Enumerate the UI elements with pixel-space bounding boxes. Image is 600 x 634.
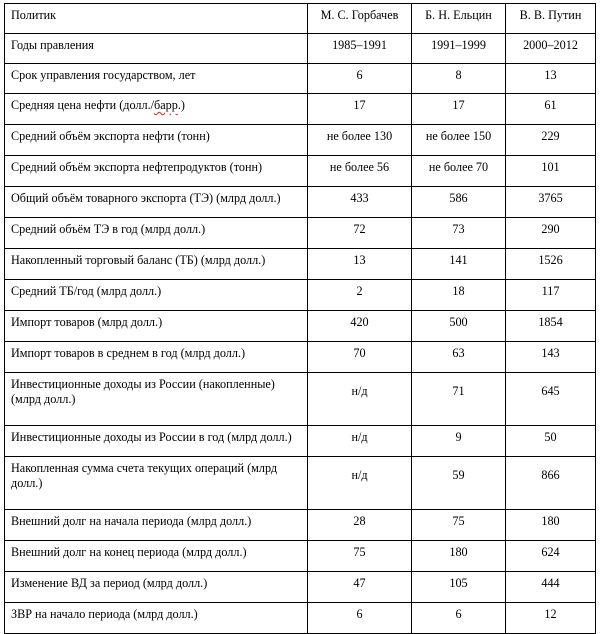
cell-gorbachev: 47 [308, 572, 412, 603]
cell-yeltsin: 17 [412, 94, 506, 125]
cell-putin: 229 [506, 125, 596, 156]
row-label-tail: .) [177, 98, 185, 112]
header-label-cell: Политик [5, 4, 308, 34]
row-label: Годы правления [5, 34, 308, 64]
cell-gorbachev: 433 [308, 187, 412, 218]
cell-yeltsin: 75 [412, 510, 506, 541]
row-label: ЗВР на начало периода (млрд долл.) [5, 603, 308, 634]
row-label: Изменение ВД за период (млрд долл.) [5, 572, 308, 603]
row-label-main: Средняя цена нефти (долл./ [11, 98, 155, 112]
cell-yeltsin: 8 [412, 64, 506, 94]
cell-putin: 3765 [506, 187, 596, 218]
table-row [5, 125, 596, 156]
document-page [4, 3, 595, 621]
spellcheck-flagged-word: барр [154, 98, 178, 112]
cell-yeltsin: 18 [412, 280, 506, 311]
cell-yeltsin: 105 [412, 572, 506, 603]
row-label: Средний ТБ/год (млрд долл.) [5, 280, 308, 311]
cell-gorbachev: 6 [308, 64, 412, 94]
cell-putin: 1854 [506, 311, 596, 342]
table-row [5, 156, 596, 187]
table-header-row [5, 4, 596, 34]
table-row [5, 64, 596, 94]
cell-putin: 444 [506, 572, 596, 603]
table-row [5, 541, 596, 572]
row-label: Срок управления государством, лет [5, 64, 308, 94]
cell-gorbachev: 72 [308, 218, 412, 249]
table-row [5, 510, 596, 541]
row-label [5, 457, 308, 510]
cell-gorbachev: н/д [308, 426, 412, 457]
row-label-line2: (млрд долл.) [11, 392, 76, 406]
row-label-line1: Инвестиционные доходы из России (накопленные) [11, 377, 275, 391]
cell-gorbachev: 420 [308, 311, 412, 342]
cell-putin: 143 [506, 342, 596, 373]
row-label: Средний объём ТЭ в год (млрд долл.) [5, 218, 308, 249]
table-row [5, 94, 596, 125]
cell-gorbachev: н/д [308, 457, 412, 510]
cell-yeltsin: 73 [412, 218, 506, 249]
cell-yeltsin: 59 [412, 457, 506, 510]
cell-yeltsin: не более 150 [412, 125, 506, 156]
row-label [5, 94, 308, 125]
row-label: Импорт товаров в среднем в год (млрд долл.) [5, 342, 308, 373]
table-row [5, 426, 596, 457]
cell-yeltsin: 141 [412, 249, 506, 280]
table-row [5, 457, 596, 510]
cell-putin: 290 [506, 218, 596, 249]
row-label: Средний объём экспорта нефтепродуктов (тонн) [5, 156, 308, 187]
table-row [5, 572, 596, 603]
row-label: Накопленный торговый баланс (ТБ) (млрд долл.) [5, 249, 308, 280]
cell-gorbachev: 17 [308, 94, 412, 125]
cell-putin: 12 [506, 603, 596, 634]
cell-putin: 180 [506, 510, 596, 541]
row-label: Средний объём экспорта нефти (тонн) [5, 125, 308, 156]
cell-yeltsin: 1991–1999 [412, 34, 506, 64]
table-row [5, 603, 596, 634]
cell-yeltsin: 500 [412, 311, 506, 342]
table-row [5, 342, 596, 373]
table-row [5, 218, 596, 249]
row-label: Внешний долг на конец периода (млрд долл.) [5, 541, 308, 572]
cell-yeltsin: 63 [412, 342, 506, 373]
header-putin-cell: В. В. Путин [506, 4, 596, 34]
cell-yeltsin: 9 [412, 426, 506, 457]
row-label: Импорт товаров (млрд долл.) [5, 311, 308, 342]
cell-gorbachev: не более 130 [308, 125, 412, 156]
row-label: Инвестиционные доходы из России в год (млрд долл.) [5, 426, 308, 457]
table-row [5, 280, 596, 311]
cell-putin: 13 [506, 64, 596, 94]
cell-gorbachev: не более 56 [308, 156, 412, 187]
cell-putin: 101 [506, 156, 596, 187]
cell-gorbachev: 2 [308, 280, 412, 311]
row-label-line2: долл.) [11, 476, 43, 490]
cell-putin: 645 [506, 373, 596, 426]
table-row [5, 311, 596, 342]
cell-yeltsin: не более 70 [412, 156, 506, 187]
cell-yeltsin: 586 [412, 187, 506, 218]
cell-putin: 50 [506, 426, 596, 457]
cell-putin: 61 [506, 94, 596, 125]
cell-putin: 624 [506, 541, 596, 572]
table-row [5, 373, 596, 426]
cell-yeltsin: 71 [412, 373, 506, 426]
cell-putin: 1526 [506, 249, 596, 280]
row-label: Внешний долг на начала периода (млрд долл.) [5, 510, 308, 541]
cell-gorbachev: 28 [308, 510, 412, 541]
cell-yeltsin: 6 [412, 603, 506, 634]
cell-yeltsin: 180 [412, 541, 506, 572]
comparison-table [4, 3, 596, 634]
row-label-line1: Накопленная сумма счета текущих операций (млрд [11, 461, 278, 475]
cell-gorbachev: 70 [308, 342, 412, 373]
cell-gorbachev: н/д [308, 373, 412, 426]
cell-putin: 2000–2012 [506, 34, 596, 64]
cell-gorbachev: 75 [308, 541, 412, 572]
table-row [5, 187, 596, 218]
table-row [5, 34, 596, 64]
row-label [5, 373, 308, 426]
cell-putin: 117 [506, 280, 596, 311]
row-label: Общий объём товарного экспорта (ТЭ) (млрд долл.) [5, 187, 308, 218]
cell-putin: 866 [506, 457, 596, 510]
header-gorbachev-cell: М. С. Горбачев [308, 4, 412, 34]
cell-gorbachev: 1985–1991 [308, 34, 412, 64]
table-row [5, 249, 596, 280]
cell-gorbachev: 6 [308, 603, 412, 634]
cell-gorbachev: 13 [308, 249, 412, 280]
header-yeltsin-cell: Б. Н. Ельцин [412, 4, 506, 34]
